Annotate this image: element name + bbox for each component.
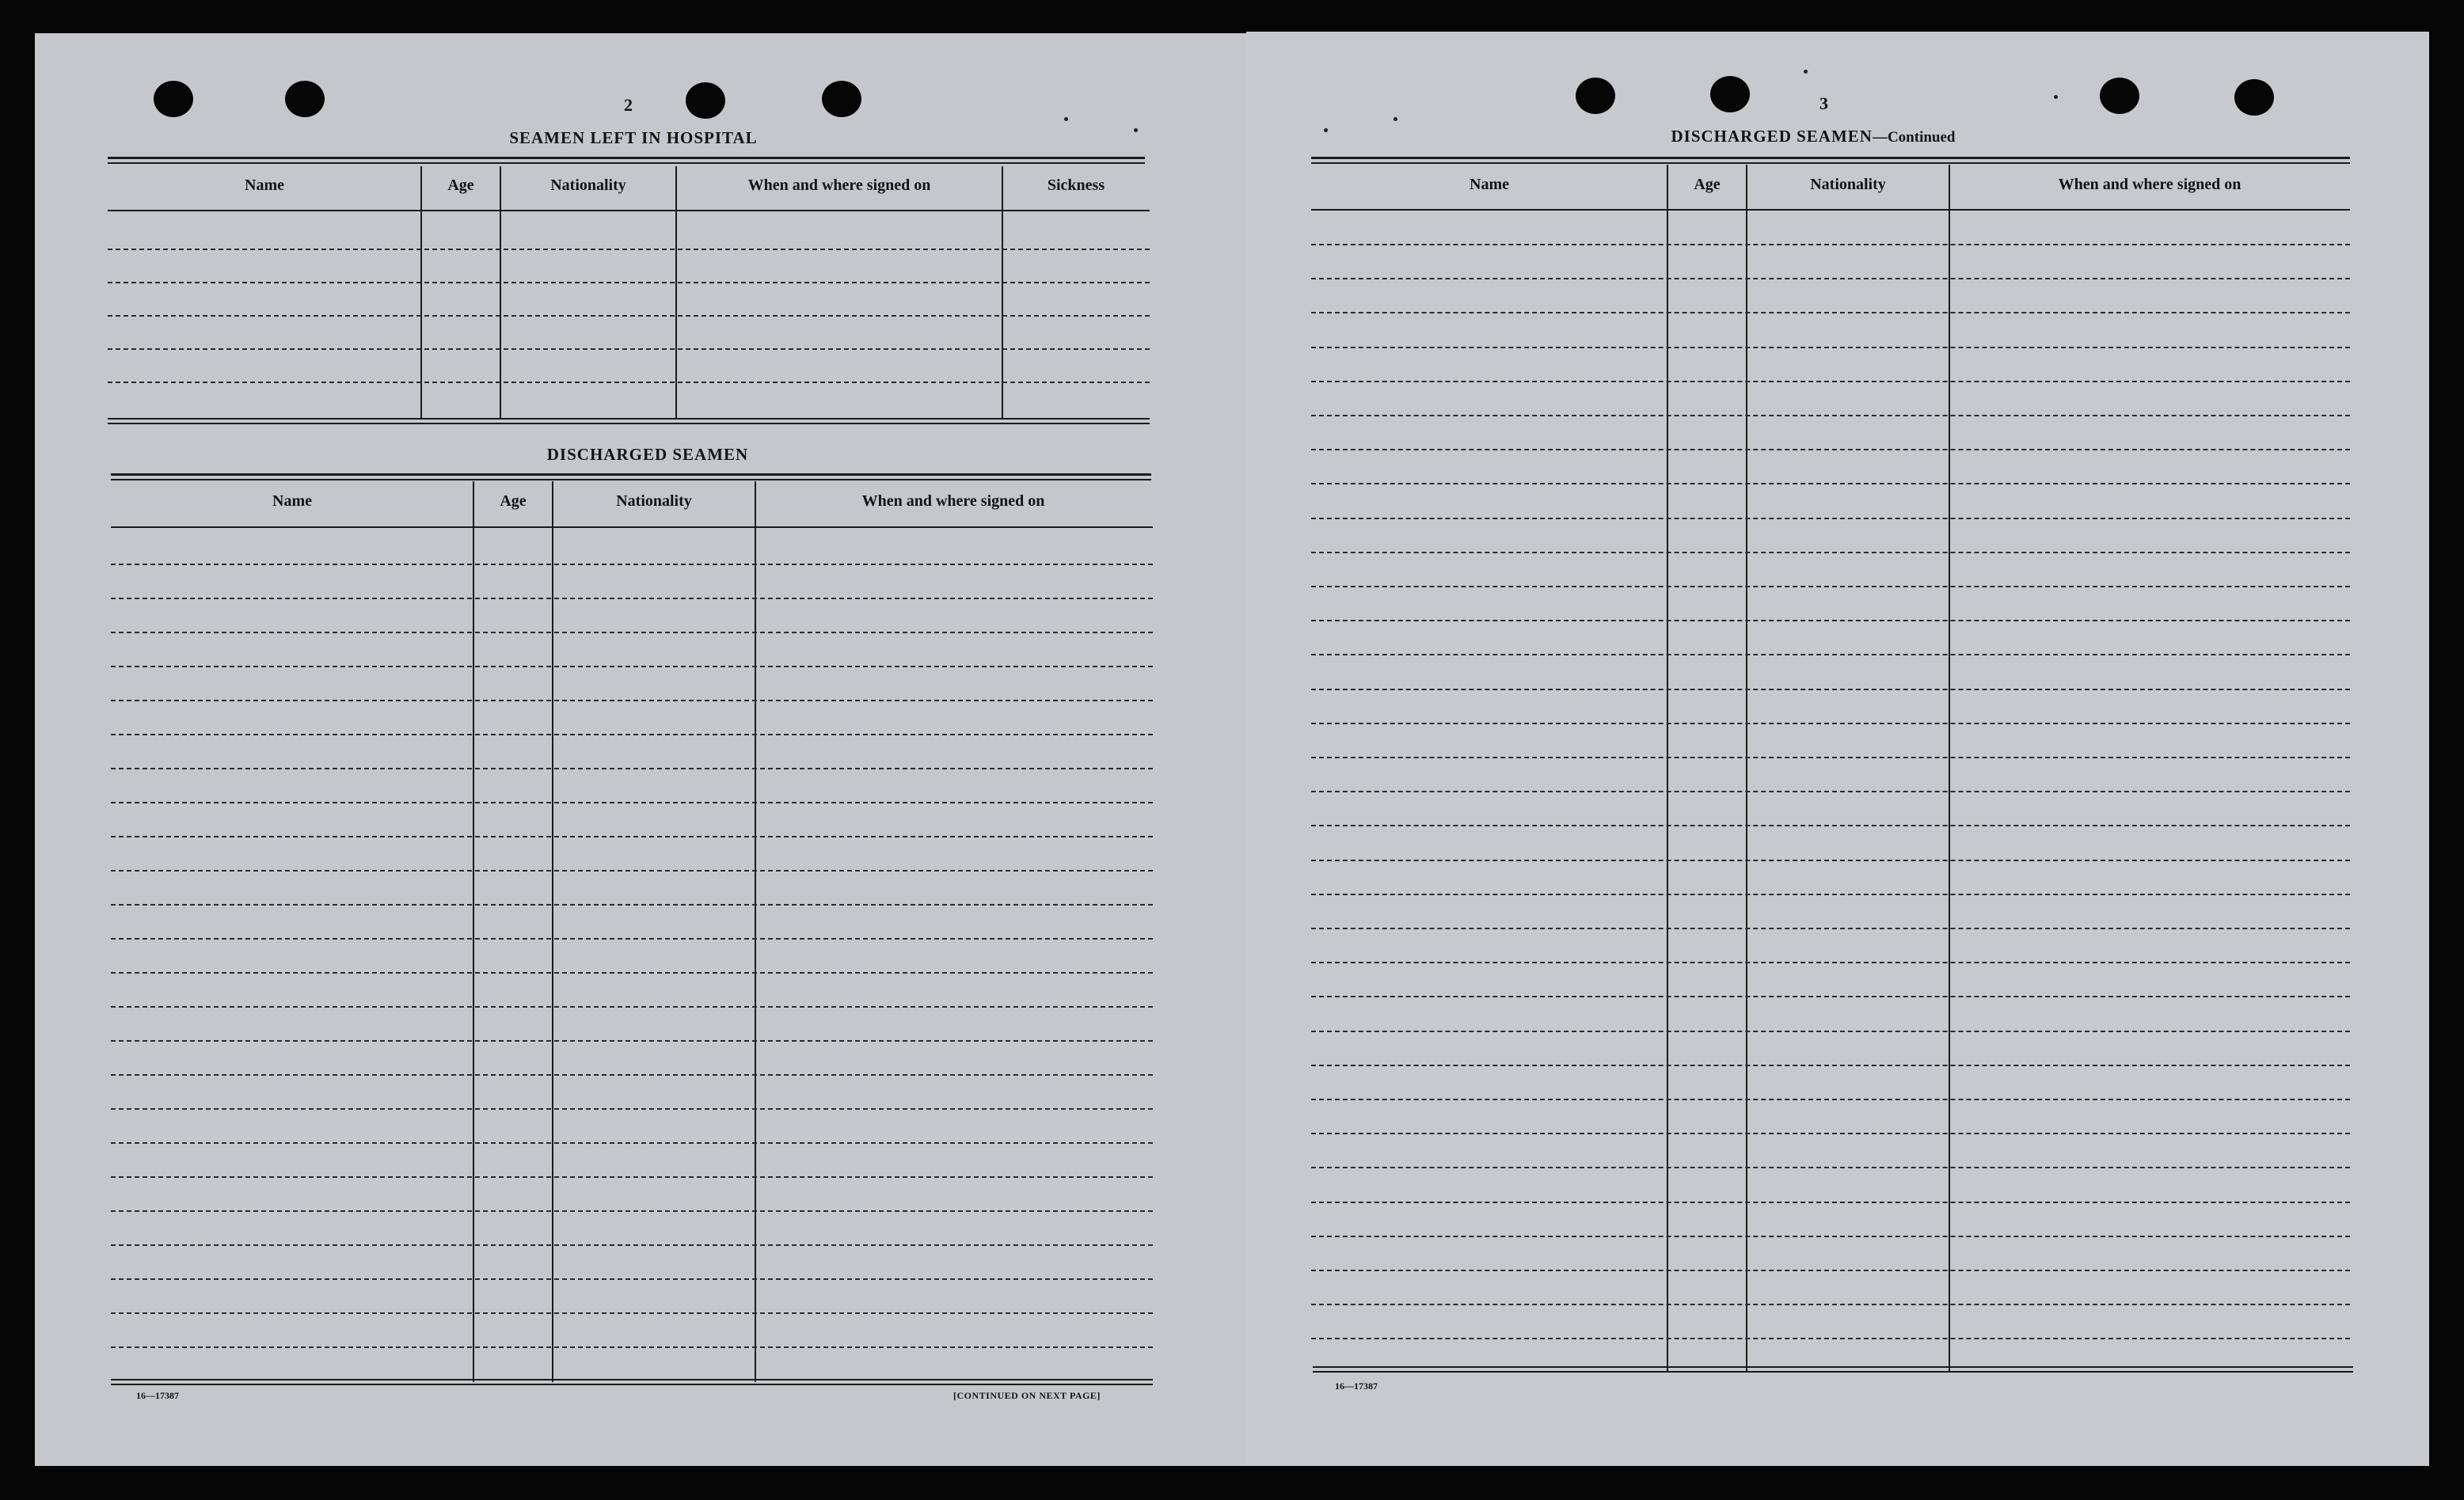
speck xyxy=(1804,70,1808,74)
speck xyxy=(1394,117,1397,121)
section-title-text: DISCHARGED SEAMEN xyxy=(1671,127,1873,146)
column-header-when-where: When and where signed on xyxy=(861,492,1045,510)
table-row xyxy=(111,1006,1153,1008)
punch-hole xyxy=(686,82,725,119)
table-row xyxy=(1311,381,2350,382)
speck xyxy=(1134,128,1138,132)
table-row xyxy=(1311,244,2350,245)
table-row xyxy=(1311,860,2350,861)
table-bottom-rule xyxy=(108,418,1150,420)
punch-hole xyxy=(2100,78,2139,114)
column-divider xyxy=(755,481,756,1382)
table-row xyxy=(111,870,1153,872)
column-divider xyxy=(552,481,553,1382)
table-row xyxy=(1311,825,2350,826)
table-row xyxy=(1311,1031,2350,1032)
table-row xyxy=(1311,620,2350,621)
table-top-rule xyxy=(1311,162,2350,164)
table-row xyxy=(1311,689,2350,690)
column-divider xyxy=(473,481,474,1382)
table-row xyxy=(111,836,1153,837)
table-row xyxy=(1311,962,2350,963)
table-top-rule xyxy=(111,479,1151,480)
table-row xyxy=(1311,723,2350,724)
table-row xyxy=(111,1176,1153,1178)
table-bottom-rule xyxy=(111,1384,1153,1385)
column-divider xyxy=(1746,165,1747,1371)
table-row xyxy=(1311,757,2350,758)
table-row xyxy=(111,666,1153,667)
table-row xyxy=(1311,312,2350,313)
speck xyxy=(1324,128,1328,132)
table-row xyxy=(1311,415,2350,416)
punch-hole xyxy=(154,81,193,117)
table-row xyxy=(1311,586,2350,587)
column-header-age: Age xyxy=(447,177,474,194)
discharged-continued-title xyxy=(1615,127,2011,146)
table-row xyxy=(1311,1065,2350,1066)
table-top-rule xyxy=(108,157,1145,159)
table-row xyxy=(111,1142,1153,1144)
table-bottom-rule xyxy=(111,1379,1153,1380)
table-bottom-rule xyxy=(1313,1371,2353,1373)
column-header-age: Age xyxy=(1694,176,1721,193)
table-row xyxy=(1311,347,2350,348)
table-row xyxy=(108,315,1150,317)
table-top-rule xyxy=(1311,157,2350,159)
column-header-nationality: Nationality xyxy=(616,492,692,510)
table-row xyxy=(1311,996,2350,997)
column-header-when-where: When and where signed on xyxy=(2058,176,2242,193)
table-row xyxy=(111,972,1153,974)
table-row xyxy=(111,734,1153,735)
table-row xyxy=(1311,894,2350,895)
table-row xyxy=(111,1346,1153,1348)
table-row xyxy=(111,938,1153,940)
table-row xyxy=(111,1040,1153,1042)
punch-hole xyxy=(1576,78,1615,114)
table-bottom-rule xyxy=(1313,1366,2353,1368)
table-top-rule xyxy=(108,162,1145,164)
right-page xyxy=(1246,32,2429,1466)
table-row xyxy=(1311,1202,2350,1203)
section-title-suffix: —Continued xyxy=(1872,129,1956,146)
table-row xyxy=(108,282,1150,283)
table-row xyxy=(108,348,1150,350)
column-divider xyxy=(1667,165,1668,1371)
continued-note: [CONTINUED ON NEXT PAGE] xyxy=(953,1390,1101,1401)
column-header-age: Age xyxy=(500,492,527,510)
table-row xyxy=(1311,278,2350,279)
punch-hole xyxy=(285,81,325,117)
table-row xyxy=(1311,1304,2350,1305)
table-row xyxy=(1311,518,2350,519)
discharged-section-title: DISCHARGED SEAMEN xyxy=(546,445,749,464)
page-number: 2 xyxy=(624,95,633,115)
table-row xyxy=(111,632,1153,633)
table-row xyxy=(1311,449,2350,450)
speck xyxy=(2054,95,2058,99)
table-row xyxy=(108,249,1150,250)
table-row xyxy=(108,382,1150,383)
table-row xyxy=(111,802,1153,803)
table-row xyxy=(111,1312,1153,1314)
table-row xyxy=(111,768,1153,769)
form-number: 16—17387 xyxy=(1335,1380,1378,1392)
table-row xyxy=(1311,483,2350,484)
table-row xyxy=(111,904,1153,906)
column-divider xyxy=(1949,165,1950,1371)
table-row xyxy=(111,1210,1153,1212)
table-row xyxy=(111,564,1153,565)
column-header-name: Name xyxy=(272,492,312,510)
header-rule xyxy=(1311,209,2350,211)
punch-hole xyxy=(822,81,861,117)
table-row xyxy=(1311,1236,2350,1237)
table-row xyxy=(1311,1133,2350,1134)
table-row xyxy=(1311,1270,2350,1271)
table-row xyxy=(111,1244,1153,1246)
table-bottom-rule xyxy=(108,423,1150,424)
punch-hole xyxy=(2234,79,2274,116)
table-row xyxy=(1311,1167,2350,1168)
column-header-name: Name xyxy=(1470,176,1509,193)
form-number: 16—17387 xyxy=(136,1390,179,1401)
table-row xyxy=(111,1278,1153,1280)
table-row xyxy=(1311,654,2350,655)
column-header-nationality: Nationality xyxy=(1810,176,1886,193)
table-row xyxy=(111,1108,1153,1110)
table-row xyxy=(1311,928,2350,929)
table-row xyxy=(1311,1338,2350,1339)
header-rule xyxy=(111,526,1153,528)
punch-hole xyxy=(1710,76,1750,112)
column-header-when-where: When and where signed on xyxy=(747,177,931,194)
table-row xyxy=(111,1074,1153,1076)
column-header-sickness: Sickness xyxy=(1047,177,1105,194)
header-rule xyxy=(108,210,1150,211)
table-top-rule xyxy=(111,473,1151,476)
table-row xyxy=(111,700,1153,701)
column-header-name: Name xyxy=(245,177,284,194)
table-row xyxy=(1311,791,2350,792)
column-header-nationality: Nationality xyxy=(550,177,626,194)
table-row xyxy=(111,598,1153,599)
table-row xyxy=(1311,1099,2350,1100)
table-row xyxy=(1311,552,2350,553)
speck xyxy=(1064,117,1068,121)
page-number: 3 xyxy=(1819,93,1828,113)
hospital-section-title: SEAMEN LEFT IN HOSPITAL xyxy=(509,128,758,147)
